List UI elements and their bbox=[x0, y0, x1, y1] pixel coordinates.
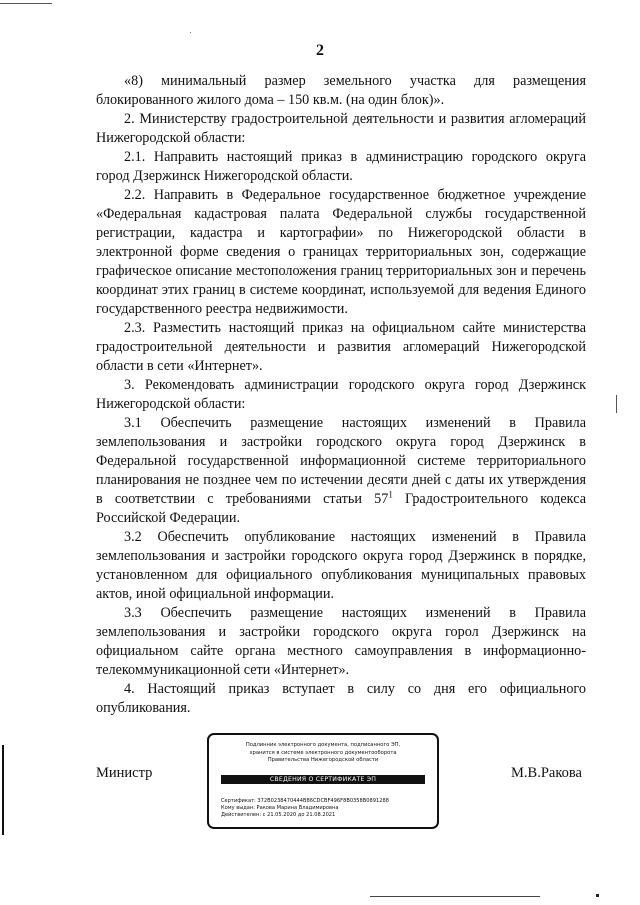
stamp-header-line: Правительства Нижегородской области bbox=[267, 757, 379, 763]
scan-artifact-bottom-line bbox=[370, 896, 540, 897]
scan-artifact-bottom-dot bbox=[596, 894, 599, 897]
article-superscript: 1 bbox=[388, 489, 393, 500]
paragraph-3-1-text: 3.1 Обеспечить размещение настоящих изменений в Правила землепользования и застройки городского округа город Дзержинск в Федеральной государственной информационной системе территориального планирования не позднее чем по истечении десяти дней с даты их утверждения в соответствии с требованиями статьи 57 bbox=[96, 415, 586, 507]
paragraph-3-1 bbox=[96, 414, 586, 528]
stamp-details bbox=[221, 798, 433, 819]
scan-artifact-dot bbox=[190, 32, 191, 33]
scan-artifact-right-mark bbox=[616, 395, 617, 413]
electronic-signature-stamp bbox=[207, 733, 439, 829]
paragraph-3-2: 3.2 Обеспечить опубликование настоящих изменений в Правила землепользования и застройки городского округа город Дзержинск в порядке, установленном для официального опубликования муниципальных правовых актов, иной официальной информации. bbox=[96, 529, 586, 602]
paragraph-2-1: 2.1. Направить настоящий приказ в администрацию городского округа город Дзержинск Нижегородской области. bbox=[96, 149, 586, 184]
page-number: 2 bbox=[316, 42, 324, 59]
paragraph-3-3: 3.3 Обеспечить размещение настоящих изменений в Правила землепользования и застройки городского округа горол Дзержинск на официальном сайте органа местного самоуправления в информационно-телекоммуникационной сети «Интернет». bbox=[96, 605, 586, 678]
paragraph-item-8: «8) минимальный размер земельного участка для размещения блокированного жилого дома – 150 кв.м. (на один блок)». bbox=[96, 73, 586, 108]
scan-artifact-left-edge bbox=[2, 745, 4, 835]
signatory-title: Министр bbox=[96, 765, 153, 781]
paragraph-2: 2. Министерству градостроительной деятельности и развития агломераций Нижегородской области: bbox=[96, 111, 586, 146]
paragraph-3: 3. Рекомендовать администрации городского округа город Дзержинск Нижегородской области: bbox=[96, 377, 586, 412]
paragraph-4: 4. Настоящий приказ вступает в силу со дня его официального опубликования. bbox=[96, 681, 586, 716]
paragraph-2-2: 2.2. Направить в Федеральное государственное бюджетное учреждение «Федеральная кадастровая палата Федеральной службы государственной регистрации, кадастра и картографии» по Нижегородской области в электронной форме сведения о границах территориальных зон, содержащие графическое описание местоположения границ территориальных зон и перечень координат этих границ в системе координат, используемой для ведения Единого государственного реестра недвижимости. bbox=[96, 187, 586, 317]
stamp-header bbox=[215, 742, 431, 765]
stamp-header-line: хранится в системе электронного документооборота bbox=[249, 749, 397, 756]
stamp-certificate-bar: СВЕДЕНИЯ О СЕРТИФИКАТЕ ЭП bbox=[221, 775, 425, 784]
stamp-issued-to: Кому выдан: Ракова Марина Владимировна bbox=[221, 805, 339, 811]
stamp-header-line: Подлинник электронного документа, подписанного ЭП, bbox=[245, 742, 401, 748]
paragraph-2-3: 2.3. Разместить настоящий приказ на официальном сайте министерства градостроительной деятельности и развития агломераций Нижегородской области в сети «Интернет». bbox=[96, 320, 586, 374]
document-body bbox=[96, 72, 586, 718]
stamp-certificate-number: Сертификат: 372B0238470444B86CDCBF496F8B0358B0891288 bbox=[221, 798, 389, 804]
paragraph-3-1-text-end: Градостроительного кодекса Российской Федерации. bbox=[96, 491, 586, 526]
signatory-name: М.В.Ракова bbox=[511, 765, 582, 781]
scan-artifact-top bbox=[0, 3, 52, 4]
stamp-validity: Действителен: с 21.05.2020 до 21.08.2021 bbox=[221, 812, 336, 818]
